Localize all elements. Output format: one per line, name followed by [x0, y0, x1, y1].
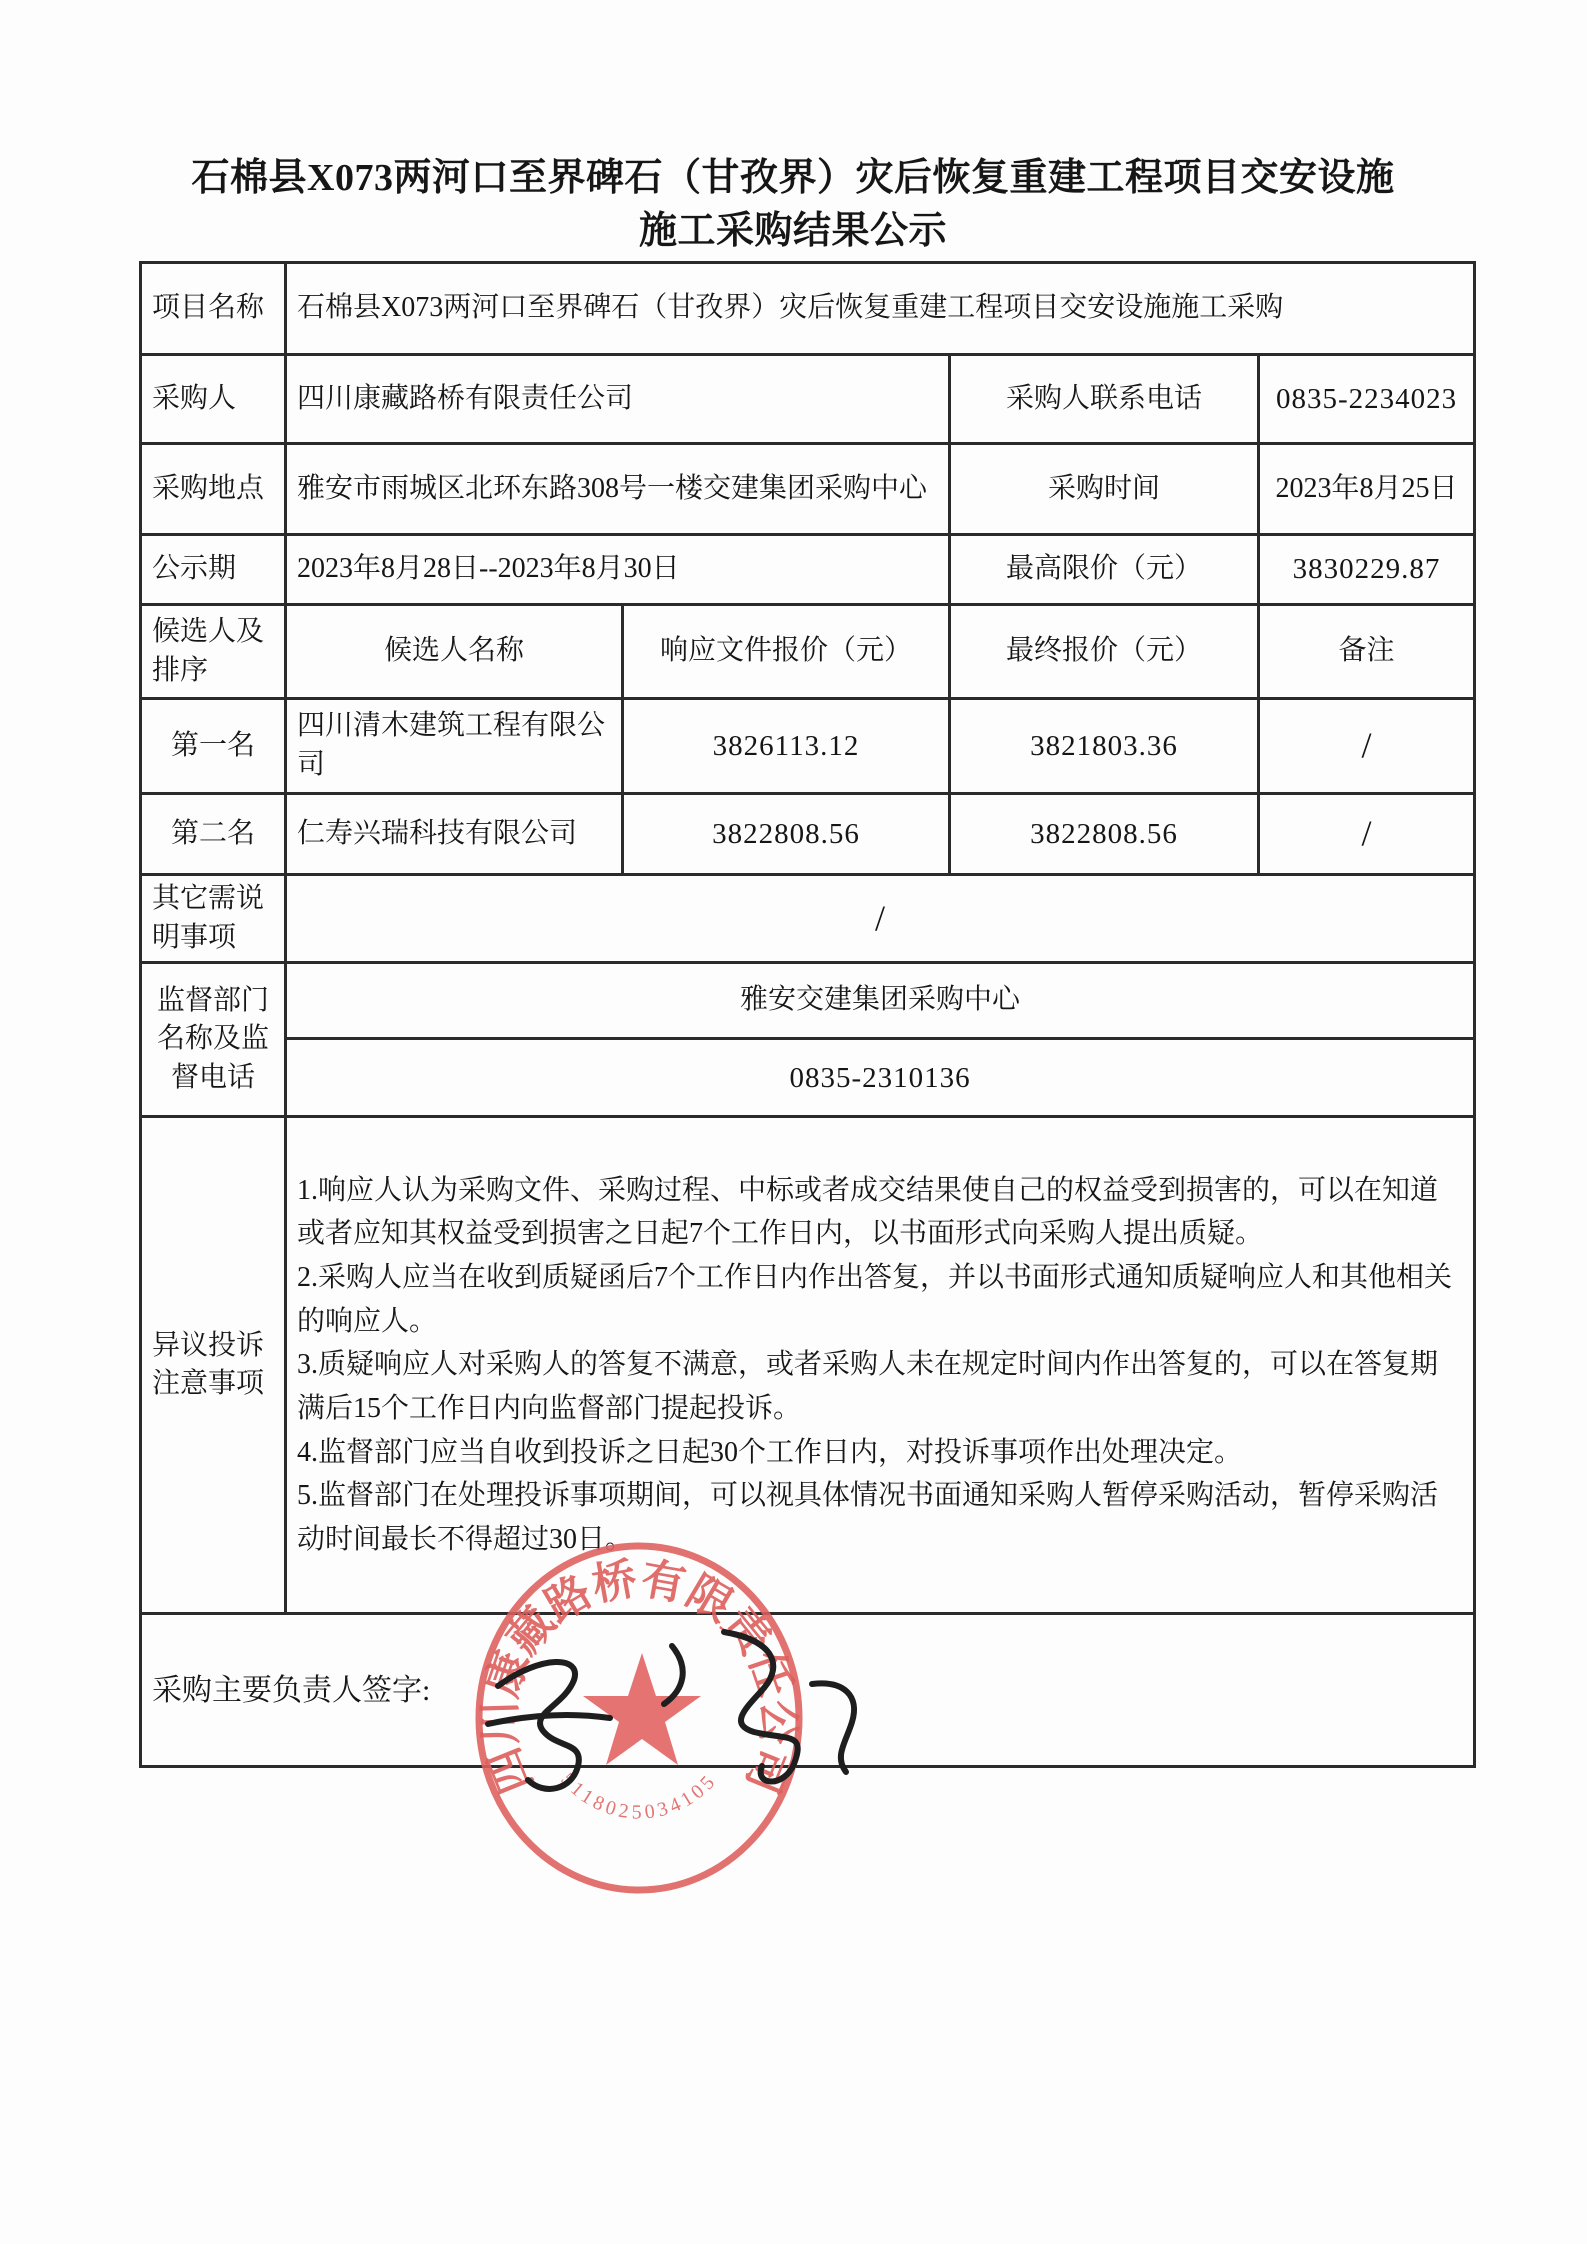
publicity-period-label: 公示期 [141, 535, 286, 605]
supervision-department: 雅安交建集团采购中心 [286, 963, 1475, 1039]
table-row [141, 355, 1475, 444]
table-row [141, 535, 1475, 605]
candidate-final: 3821803.36 [950, 699, 1259, 794]
candidates-rank-header: 候选人及排序 [141, 605, 286, 699]
candidates-header-row [141, 605, 1475, 699]
candidate-name: 仁寿兴瑞科技有限公司 [286, 794, 623, 875]
objection-label: 异议投诉注意事项 [141, 1117, 286, 1614]
time-label: 采购时间 [950, 444, 1259, 535]
project-name-value: 石棉县X073两河口至界碑石（甘孜界）灾后恢复重建工程项目交安设施施工采购 [286, 263, 1475, 355]
other-notes-row [141, 875, 1475, 963]
candidate-row-1 [141, 699, 1475, 794]
table-row [141, 263, 1475, 355]
purchaser-value: 四川康藏路桥有限责任公司 [286, 355, 950, 444]
signature-label: 采购主要负责人签字: [141, 1614, 1475, 1767]
objection-item-3: 3.质疑响应人对采购人的答复不满意，或者采购人未在规定时间内作出答复的，可以在答复期满后15个工作日内向监督部门提起投诉。 [297, 1349, 1439, 1425]
candidates-name-header: 候选人名称 [286, 605, 623, 699]
candidate-name: 四川清木建筑工程有限公司 [286, 699, 623, 794]
page-title: 石棉县X073两河口至界碑石（甘孜界）灾后恢复重建工程项目交安设施施工采购结果公示 [191, 157, 1395, 253]
candidates-bid-header: 响应文件报价（元） [623, 605, 950, 699]
candidate-rank: 第一名 [141, 699, 286, 794]
max-price-value: 3830229.87 [1259, 535, 1475, 605]
stamp-serial-number: 5118025034105 [556, 1768, 722, 1824]
supervision-phone-row [141, 1039, 1475, 1117]
objection-item-5: 5.监督部门在处理投诉事项期间，可以视具体情况书面通知采购人暂停采购活动，暂停采购活动时间最长不得超过30日。 [297, 1480, 1439, 1556]
max-price-label: 最高限价（元） [950, 535, 1259, 605]
publicity-period-value: 2023年8月28日--2023年8月30日 [286, 535, 950, 605]
candidates-final-header: 最终报价（元） [950, 605, 1259, 699]
candidate-remark: / [1259, 794, 1475, 875]
candidate-row-2 [141, 794, 1475, 875]
supervision-label: 监督部门名称及监督电话 [141, 963, 286, 1117]
objection-item-2: 2.采购人应当在收到质疑函后7个工作日内作出答复，并以书面形式通知质疑响应人和其他相关的响应人。 [297, 1262, 1453, 1337]
supervision-phone: 0835-2310136 [286, 1039, 1475, 1117]
purchaser-label: 采购人 [141, 355, 286, 444]
purchaser-phone-label: 采购人联系电话 [950, 355, 1259, 444]
candidates-remark-header: 备注 [1259, 605, 1475, 699]
table-row [141, 444, 1475, 535]
project-name-label: 项目名称 [141, 263, 286, 355]
candidate-final: 3822808.56 [950, 794, 1259, 875]
stamp-company-text: 四川康藏路桥有限责任公司 [475, 1554, 803, 1800]
time-value: 2023年8月25日 [1259, 444, 1475, 535]
candidate-bid: 3826113.12 [623, 699, 950, 794]
location-label: 采购地点 [141, 444, 286, 535]
candidate-rank: 第二名 [141, 794, 286, 875]
objection-item-1: 1.响应人认为采购文件、采购过程、中标或者成交结果使自己的权益受到损害的，可以在知道或者应知其权益受到损害之日起7个工作日内，以书面形式向采购人提出质疑。 [297, 1174, 1439, 1250]
objection-item-4: 4.监督部门应当自收到投诉之日起30个工作日内，对投诉事项作出处理决定。 [297, 1436, 1243, 1468]
other-notes-label: 其它需说明事项 [141, 875, 286, 963]
other-notes-value: / [286, 875, 1475, 963]
supervision-row [141, 963, 1475, 1039]
candidate-remark: / [1259, 699, 1475, 794]
company-seal-stamp [432, 1528, 892, 1928]
candidate-bid: 3822808.56 [623, 794, 950, 875]
location-value: 雅安市雨城区北环东路308号一楼交建集团采购中心 [286, 444, 950, 535]
purchaser-phone-value: 0835-2234023 [1259, 355, 1475, 444]
